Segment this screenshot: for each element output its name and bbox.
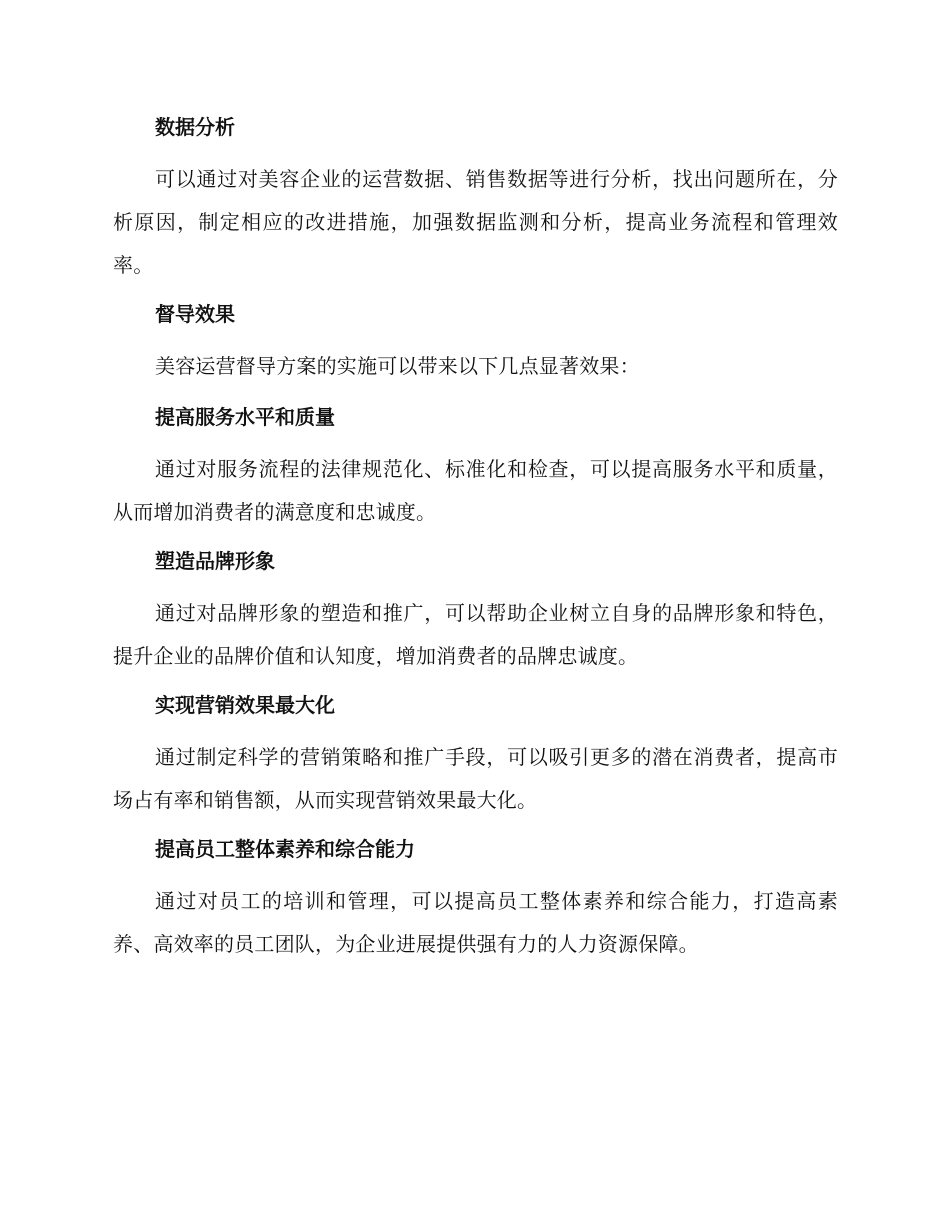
section-body-marketing-effect: 通过制定科学的营销策略和推广手段，可以吸引更多的潜在消费者，提高市场占有率和销售额，从而实现营销效果最大化。 [113,745,838,812]
section-heading-brand-image: 塑造品牌形象 [155,549,275,573]
section-body-service-quality: 通过对服务流程的法律规范化、标准化和检查，可以提高服务水平和质量，从而增加消费者的满意度和忠诚度。 [113,457,838,524]
section-heading-marketing-effect: 实现营销效果最大化 [155,693,335,717]
section-body-supervision-effects: 美容运营督导方案的实施可以带来以下几点显著效果： [155,354,640,378]
document-body [113,0,838,966]
section-body-data-analysis: 可以通过对美容企业的运营数据、销售数据等进行分析，找出问题所在，分析原因，制定相应的改进措施，加强数据监测和分析，提高业务流程和管理效率。 [113,167,838,277]
section-heading-data-analysis: 数据分析 [155,115,235,139]
section-heading-service-quality: 提高服务水平和质量 [155,405,335,429]
section-body-staff-competence: 通过对员工的培训和管理，可以提高员工整体素养和综合能力，打造高素养、高效率的员工团队，为企业进展提供强有力的人力资源保障。 [113,889,838,956]
section-body-brand-image: 通过对品牌形象的塑造和推广，可以帮助企业树立自身的品牌形象和特色，提升企业的品牌价值和认知度，增加消费者的品牌忠诚度。 [113,601,838,668]
section-heading-staff-competence: 提高员工整体素养和综合能力 [155,837,415,861]
section-heading-supervision-effects: 督导效果 [155,302,235,326]
